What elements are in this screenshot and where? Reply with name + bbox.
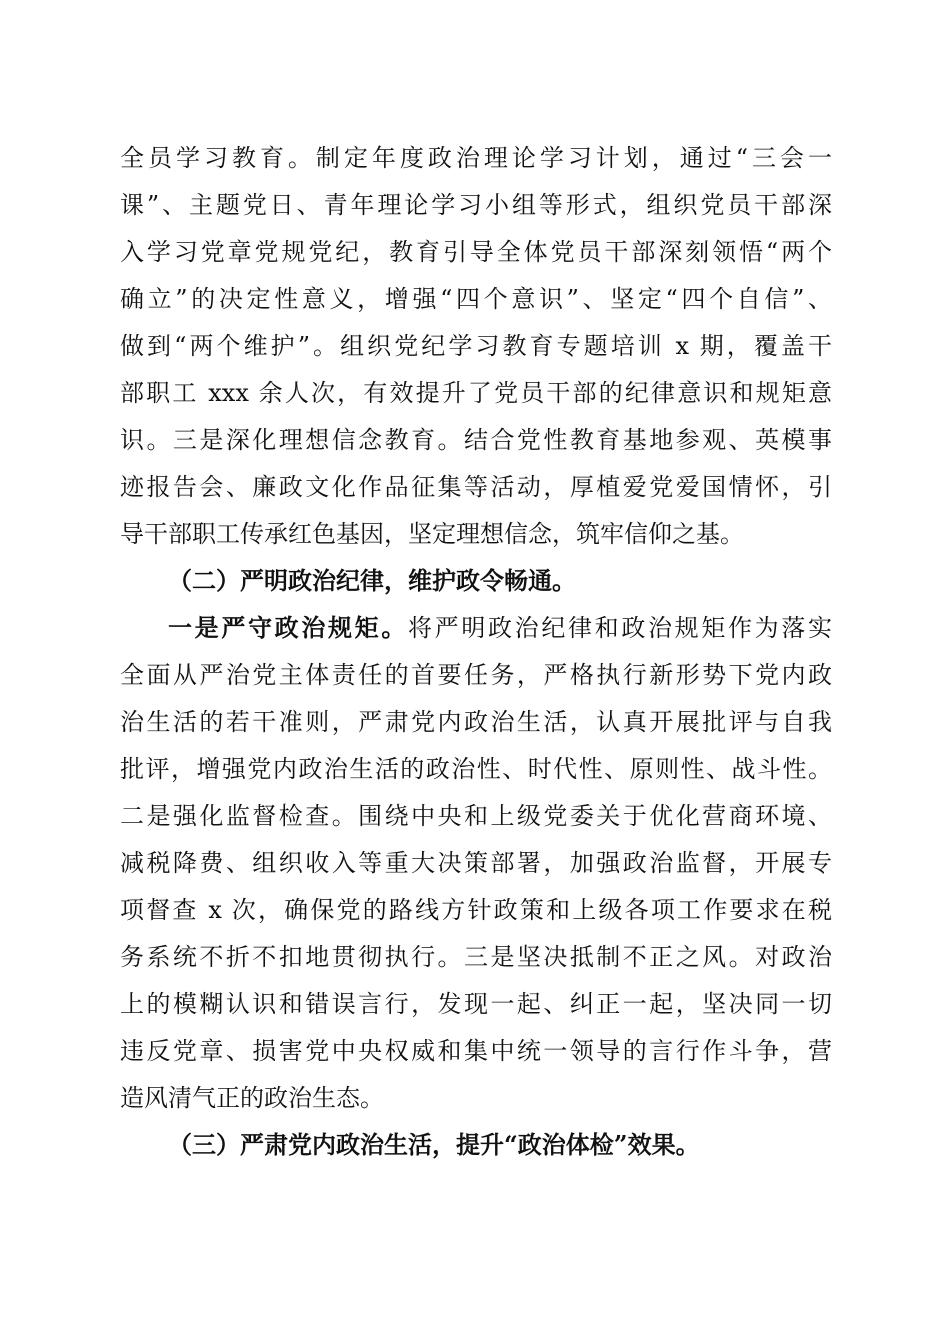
paragraph-line: 违反党章、损害党中央权威和集中统一领导的言行作斗争，营 <box>120 1037 832 1065</box>
paragraph-line: 迹报告会、廉政文化作品征集等活动，厚植爱党爱国情怀，引 <box>120 473 832 501</box>
paragraph-line: 减税降费、组织收入等重大决策部署，加强政治监督，开展专 <box>120 849 832 877</box>
paragraph-line: 二是强化监督检查。围绕中央和上级党委关于优化营商环境、 <box>120 802 832 830</box>
paragraph-line: 上的模糊认识和错误言行，发现一起、纠正一起，坚决同一切 <box>120 990 832 1018</box>
lead-rest: 将严明政治纪律和政治规矩作为落实 <box>408 614 832 642</box>
paragraph-line: 识。三是深化理想信念教育。结合党性教育基地参观、英模事 <box>120 426 832 454</box>
paragraph-line: 全面从严治党主体责任的首要任务，严格执行新形势下党内政 <box>120 661 832 689</box>
paragraph-line: 做到“两个维护”。组织党纪学习教育专题培训 x 期，覆盖干 <box>120 332 832 360</box>
paragraph-line: 项督查 x 次，确保党的路线方针政策和上级各项工作要求在税 <box>120 896 832 924</box>
paragraph-line: 部职工 xxx 余人次，有效提升了党员干部的纪律意识和规矩意 <box>120 379 832 407</box>
paragraph-line: 务系统不折不扣地贯彻执行。三是坚决抵制不正之风。对政治 <box>120 943 832 971</box>
section-heading-3: （三）严肃党内政治生活，提升“政治体检”效果。 <box>168 1130 700 1159</box>
paragraph-line: 批评，增强党内政治生活的政治性、时代性、原则性、战斗性。 <box>120 755 832 783</box>
paragraph-line: 入学习党章党规党纪，教育引导全体党员干部深刻领悟“两个 <box>120 238 832 266</box>
paragraph-line: 治生活的若干准则，严肃党内政治生活，认真开展批评与自我 <box>120 708 832 736</box>
paragraph-line: 确立”的决定性意义，增强“四个意识”、坚定“四个自信”、 <box>120 285 832 313</box>
lead-phrase: 一是严守政治规矩。 <box>168 613 408 642</box>
paragraph-line: 课”、主题党日、青年理论学习小组等形式，组织党员干部深 <box>120 191 832 219</box>
paragraph-line: 导干部职工传承红色基因，坚定理想信念，筑牢信仰之基。 <box>120 520 744 548</box>
section-heading-2: （二）严明政治纪律，维护政令畅通。 <box>168 566 576 595</box>
paragraph-line: 全员学习教育。制定年度政治理论学习计划，通过“三会一 <box>120 144 832 172</box>
paragraph-first-line <box>168 613 832 643</box>
paragraph-line: 造风清气正的政治生态。 <box>120 1084 384 1112</box>
